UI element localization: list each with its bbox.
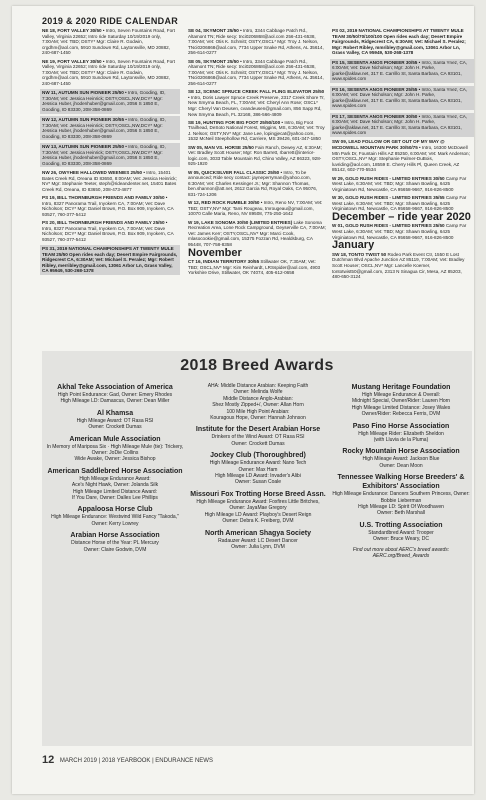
ride-event [42, 220, 178, 242]
awards-column-1 [46, 383, 184, 557]
ride-event-details: • Intro, Doris Lawyer Spruce Creek Preserve, 2317 Creek Shore Tr, New Smyrna Beach, FL, 7:00AM; Vet: Cheryl Ann Rose; OSCL* Mgr: Cheryl Van Deusen, cvandeusen@gmail.com, 856 Sapp Rd, New Smyrna Beach, FL 32168, 386-566-4809 [188, 94, 325, 117]
award-line: Owner: Julia Lynn, DVM [231, 543, 285, 550]
ride-event [188, 145, 326, 167]
award-org-name: Mustang Heritage Foundation [351, 384, 451, 391]
ride-event [332, 28, 472, 56]
award-line: High Mileage Endurance Award: Nano Tech [209, 460, 307, 467]
ride-event-details: • Intro, Gooding, ID, 7:30AM; Vet: Jessica Heinrick; DSTY,OSCL,NW,DCY* Mgr: Jessica Huber, jhodenhuber@gmail.com, 2056 S 1850 E, Gooding, ID 83330, 208-358-0869 [42, 144, 166, 166]
ride-event [330, 59, 474, 83]
award-org-name: Rocky Mountain Horse Association [342, 448, 460, 456]
ride-event [332, 223, 472, 240]
award-organization [188, 383, 328, 421]
award-line: High Mileage LD: Spirit Of Woodhaven [358, 504, 444, 511]
award-line: If You Dare, Owner: Dalles Lee Phillips [72, 495, 158, 502]
ride-event [188, 220, 326, 248]
ride-event [188, 259, 326, 276]
award-line: Midnight Special, Owner/Rider: Lauren Horn [351, 398, 451, 405]
award-org-name: Paso Fino Horse Association [352, 422, 450, 430]
award-organization [46, 409, 184, 431]
ride-event-title: NE 19, FORT VALLEY 30/50 [42, 58, 102, 64]
ride-event [188, 200, 326, 217]
ride-event-details: • Intro, 15401 Bates Creek Rd, Oreana ID 83650, 8:00AM; Vet: Jessica Heinrick; NV* Mgr: Stephanie Teeter, steph@rideandenter.net, 15401 Bates Creek Rd, Oreana, ID 83650, 208-473-4877 [42, 170, 177, 192]
ride-event [332, 252, 472, 280]
award-line: Owner: Beth Marshall [376, 510, 426, 517]
ride-event-title: NE 18, FORT VALLEY 30/50 [42, 28, 102, 33]
ride-event-details: • Intro, Gooding, ID, 7:30AM; Vet: Jessica Heinrick; DSTY,OSCL,NW,DCY* Mgr: Jessica Huber, jhodenhuber@gmail.com, 2056 S 1850 E, Gooding, ID 83330, 208-358-0869 [42, 117, 166, 139]
award-line: High Point Endurance: Gad, Owner: Emery Rhodes [57, 392, 173, 398]
ride-event-details: Fain Ranch, Dewey AZ, 6:30AM; Vet: Bradley Scott Houser; Mgr: Ron Barrett, rbarrett@interior-logic.com, 3033 Table Mountain Rd, Chino Valley, AZ 86323, 928-925-1920 [188, 144, 322, 167]
award-line: Middle Distance Anglo-Arabian: [223, 395, 293, 402]
award-line: Wide Awake, Owner: Jessica Bishop [74, 456, 156, 463]
ride-event-title: SE 05, SKYMONT 25/50 [188, 58, 239, 64]
ride-event [42, 195, 178, 217]
ride-event-details: • Intro, 8327 Panorama Trail, Inyokern CA, 7:00AM; Vet: Dave Nicholson; DCY* Mgr: Daniel Brown, P.O. Box 909, Inyokern, CA 93527, 760-377-5412 [42, 219, 174, 242]
award-line: Owner: Dean Moon [379, 462, 423, 469]
magazine-page [12, 6, 474, 794]
award-line: Standardbred Award: Trooper [368, 529, 434, 536]
ride-event-details: • Intro, Big Foot Trailhead, DeSoto National Forest, Wiggins, MS, 6:30AM; Vet: Troy J. Nelson; OSTY,NV* Mgr: Jane Lee, lopingjecat@yahoo.com, 1532 McNeil Steephollow Rd, Carriere, MS 39426, 601-347-1850 [188, 119, 325, 142]
ride-event [40, 143, 180, 167]
ride-event-title: PS 15, SESENTA ANOS PIONEER 30/55 [332, 59, 418, 65]
ride-event [330, 86, 474, 110]
ride-event-details: • Intro, Seven Fountains Road, Fort Valley, Virginia 22652; Intro ride Saturday 10/19/2019 only, 7:00AM; Vet: TBD; DSTY* Mgr: Claire R. Godwin, crgdhm@aol.com, 5910 Sundown Rd, Laytonsville, MD 20882, 240-687-1450 [42, 28, 175, 56]
ride-event [40, 116, 180, 140]
page-footer [42, 754, 213, 766]
ride-event-title: SW 09, LEAD FOLLOW OR GET OUT OF MY WAY @ MCDOWELL MOUNTAIN PARK 30/50/75 [332, 139, 445, 151]
ride-event-title: W 19, LAKE SONOMA 30/50 (LIMITED ENTRIES) [188, 219, 293, 225]
ride-event-details: • Intro, 8327 Panorama Trail, Inyokern CA, 7:00AM; Vet: Dave Nicholson; DCY* Mgr: Daniel Brown, P.O. Box 909, Inyokern, CA 93527, 760-377-5412 [42, 195, 174, 217]
award-line: High Mileage Award: OT Rasa RSI [76, 417, 154, 424]
awards-column-2 [188, 383, 328, 554]
award-line: Owner: Crockett Dumas [231, 440, 285, 447]
award-line: High Mileage Award: Jackson Blue [362, 456, 440, 463]
ride-event-details: Camp Far West Lake, 6:30AM; Vet: TBD; Mgr: Shawn Bowling, 6425 Virginiatown Rd, Newcastle, CA 95658-9667, 916-826-8500 [332, 223, 467, 240]
page-header: 2019 & 2020 RIDE CALENDAR [42, 16, 179, 26]
award-line: Shez Mostly Zipped+/, Owner: Allan Horn [212, 402, 304, 409]
ride-event-details: Rodeo Park Event Ctr, 1550 E Lost Dutchman Blvd Apache Junction AZ 85119, 7:00AM; Vet: Bradley Scott Houser; OSCL,NV* Mgr: Lancelle Koemer, tontotwist50@gmail.com, 2313 N Sinagua Cir, Mesa, AZ 85203, 480-650-3124 [332, 251, 465, 280]
award-line: High Mileage LD Award: Invader's Alibi [215, 473, 301, 480]
award-line: Owner: Debra K. Freiberg, DVM [222, 518, 294, 525]
ride-event-title: W 29, GOLD RUSH RIDES - LIMITED ENTRIES 30/50 [332, 175, 445, 181]
award-line: Kouragous Hope, Owner: Hannah Johnson [210, 415, 306, 422]
ride-event-title: PS 02, 2019 NATIONAL CHAMPIONSHIPS AT TWENTY MULE TEAM 30/50/70/100/100 Open rides each day; Desert Empire Fairgrounds, Ridgecrest CA, 6:30AM; Vet: Michael S. Peralez; Mgr: Robert Ribley, mmribley@gmail.com, 13061 Arbor Ln, Grass Valley, CA 95949, 530-268-1378 [332, 28, 466, 56]
award-line: High Mileage Endurance: Westwind Wild Fancy "Takoda," Owner: Kerry Lowrey [51, 514, 179, 527]
ride-event-title: W 05, QUICKSILVER FALL CLASSIC 25/50 [188, 169, 280, 175]
award-line: High Mileage Endurance & Overall: [361, 392, 441, 398]
award-org-name: Arabian Horse Association [70, 532, 160, 540]
award-organization [46, 467, 184, 502]
ride-event-title: W 12, RED ROCK RUMBLE 30/50 [188, 200, 260, 206]
award-organization [46, 531, 184, 553]
ride-event-title: W 30, GOLD RUSH RIDES - LIMITED ENTRIES 35/55 [332, 195, 445, 200]
breed-awards-title: 2018 Breed Awards [180, 357, 334, 374]
award-line: Ace's Night Hawk, Owner: Jolanda Silk [71, 482, 159, 489]
ride-event-title: CT 16, INDIAN TERRITORY 30/55 [188, 259, 260, 265]
ride-event-details: • Intro, Santa Ynez, CA, 6:00AM; Vet: Dave Nicholson; Mgr: John H. Parke, jparke@aklaw.net, 317 E. Carrillo St, Santa Barbara, CA 93101, www.spides.com [332, 113, 468, 136]
ride-event-title: PS 17, SESENTA ANOS PIONEER 30/50 [332, 113, 418, 119]
award-line: Drinkers of the Wind Award: OT Rasa RSI [211, 434, 305, 441]
award-org-name: Tennessee Walking Horse Breeders' & Exhibitors' Association [337, 474, 465, 491]
award-org-name: Appaloosa Horse Club [77, 506, 153, 514]
ride-event-details: • Intro, Santa Ynez, CA, 6:00AM; Vet: Dave Nicholson; Mgr: John H. Parke, jparke@aklaw.net, 317 E. Carrillo St, Santa Barbara, CA 93101, www.spides.com [332, 59, 468, 82]
ride-event-title: NW 26, OWYHEE HALLOWED WEENIES 25/50 [42, 170, 143, 176]
calendar-column-2 [188, 28, 326, 279]
month-heading-december: December – ride year 2020 [332, 210, 471, 223]
award-organization [188, 529, 328, 551]
award-org-name: U.S. Trotting Association [359, 521, 443, 529]
ride-event [188, 89, 326, 117]
calendar-column-1 [42, 28, 178, 278]
award-organization [46, 383, 184, 405]
ride-event-details: • Intro, Seven Fountains Road, Fort Valley, Virginia 22652; Intro ride Saturday 10/19/2019 only, 7:00AM; Vet: TBD; DSTY* Mgr: Claire R. Godwin, crgdhm@aol.com, 5910 Sundown Rd, Laytonsville, MD 20882, 240-687-1450 [42, 58, 175, 86]
ride-event-title: SW 18, TONTO TWIST 50 [332, 251, 387, 257]
award-organization [188, 490, 328, 525]
calendar-column-3 [332, 28, 472, 282]
award-organization [332, 447, 470, 469]
ride-event [188, 59, 326, 87]
ride-event-details: • Intro, Gooding, ID, 7:30AM; Vet: Jessica Heinrick; DSTY,OSCL,NW,DCY* Mgr: Jessica Huber, jhodenhuber@gmail.com, 2056 S 1850 E, Gooding, ID 83330, 208-358-0869 [42, 90, 166, 112]
ride-event [188, 170, 326, 198]
ride-event-details: • Intro, 3344 Cabbage Patch Rd., Altamont TN; Ride secy: tnci0206868@aol.com 256-431-6538, 7:00AM; Vet: Otis K. Schmitt; OSTY,OSCL* Mgr: Troy J. Nelson, TNci0206868@aol.com, 7734 Upper Snake Rd, Athens, AL 35614, 256-614-0277 [188, 58, 324, 86]
ride-event-title: NW 13, AUTUMN SUN PIONEER 25/50 [42, 144, 125, 150]
breed-awards-box [42, 351, 472, 746]
award-line: High Mileage LD: Damascus, Owner: Dean Miller [60, 398, 170, 405]
ride-event [188, 120, 326, 142]
award-org-name: American Saddlebred Horse Association [47, 467, 183, 475]
ride-event [188, 28, 326, 56]
award-line: Owner: Bruce Weary, DC [373, 536, 429, 543]
award-organization [332, 422, 470, 444]
award-line: High Mileage Endurance Award: Foxfires Little Britches, Owner: JayaMae Gregory [196, 498, 320, 512]
award-line: Radauzer Award: LC Desert Dancer [218, 537, 298, 544]
month-heading-november: November [188, 246, 242, 259]
ride-event [40, 89, 180, 113]
ride-event-title: PS 19, BILL THORNBURGH FRIENDS AND FAMILY 30/50 [42, 195, 165, 200]
award-line: High Mileage Endurance Award: [79, 475, 151, 482]
award-line: High Mileage Endurance: Dancers Southern Princess, Owner: Bobbie Lieberman [332, 491, 470, 504]
ride-event-details: • Intro, 3344 Cabbage Patch Rd., Altamont TN; Ride secy: tnci0206868@aol.com 256-431-6538, 7:00AM; Vet: Otis K. Schmitt; OSTY,OSCL* Mgr: Troy J. Nelson, TNci0206868@aol.com, 7734 Upper Snake Rd, Athens, AL 35614, 256-614-0277 [188, 28, 324, 56]
ride-event-details: • Intro, To be announced; Ride secy contact: jayneperryman@yahoo.com, 6:30AM; Vet: Charles Kessinger Jr.; Mgr: Shannon Thomas, ben.shannon@att.net, 2612 Garcia Rd, Royal Oaks, CA 95076, 831-724-1206 [188, 169, 318, 197]
award-line: High Mileage LD Award: Playboy's Desert Reign [204, 511, 312, 518]
award-org-name: Jockey Club (Thoroughbred) [210, 452, 306, 460]
award-line: Owner: Susan Coale [234, 479, 282, 486]
ride-event-title: SE 04, SKYMONT 25/50 [188, 28, 239, 33]
ride-event-details: • Intro, Reno NV, 7:00AM; Vet: TBD; OSTY,NV* Mgr: Tami Rougeau, tmrougeau@gmail.com, 10070 Calle Maria, Reno, NV 89508, 775-250-1642 [188, 200, 323, 217]
ride-event-title: SE 19, HUNTING FOR BIG FOOT 25/50/100 [188, 119, 281, 125]
ride-event-title: PS 31, 2019 NATIONAL CHAMPIONSHIPS AT TWENTY MULE TEAM 25/50 Open rides each day; Desert Empire Fairgrounds, Ridgecrest CA, 6:30AM; Vet: Michael S. Peralez; Mgr: Robert Ribley, merribley@gmail.com, 13061 Arbor Ln, Grass Valley, CA 95949, 530-268-1378 [42, 245, 178, 274]
ride-event [42, 170, 178, 192]
ride-event-title: PS 20, BILL THORNBURGH FRIENDS AND FAMILY 25/50 [42, 219, 165, 225]
award-organization [332, 473, 470, 517]
award-line: 100 Mile High Point Arabian: [226, 408, 290, 415]
award-organization [46, 435, 184, 463]
award-line: High Mileage Rider: Elizabeth Sheldon [358, 430, 444, 437]
award-org-name: Missouri Fox Trotting Horse Breed Assn. [190, 490, 326, 498]
award-line: Owner: Crockett Dumas [88, 424, 142, 431]
award-line: Owner: Melinda Wolfe [233, 389, 283, 396]
award-line: In Memory of Mariposa Six · High Mileage Mule (tie): Trickery, Owner: JoDie Collins [46, 443, 184, 457]
award-organization [332, 383, 470, 418]
award-org-name: American Mule Association [69, 435, 161, 443]
award-line: Owner: Max Ham [238, 466, 278, 473]
award-line: Owner: Claire Godwin, DVM [83, 546, 147, 553]
ride-event-title: NW 12, AUTUMN SUN PIONEER 30/55 [42, 117, 125, 123]
ride-event-details: • Intro, Santa Ynez, CA, 6:00AM; Vet: Dave Nicholson; Mgr: John H. Parke, jparke@aklaw.net, 317 E. Carrillo St, Santa Barbara, CA 93101, www.spides.com [332, 86, 468, 109]
award-organization [188, 451, 328, 486]
ride-event [330, 113, 474, 137]
award-org-name: Akhal Teke Association of America [57, 384, 173, 391]
award-line: High Mileage Limited Distance: Josey Wales [351, 404, 451, 411]
breed-awards-link[interactable]: Find out more about AERC's breed awards: AERC.org/Breed_Awards [352, 546, 450, 560]
ride-event-title: NW 11, AUTUMN SUN PIONEER 25/50 [42, 90, 124, 96]
ride-event-title: SW 05, MAN VS. HORSE 25/50 [188, 144, 254, 150]
month-heading-january: January [332, 239, 375, 252]
ride-event-title: SE 12, SCENIC SPRUCE CREEK FALL FLING ELEVATOR 25/50 [188, 89, 325, 95]
ride-event-details: Camp Far West Lake, 6:30AM; Vet: TBD; Mgr: Shawn Bowling, 6425 Virginiatown Rd, Newcastle, CA 95658-9667, 916-826-8500 [332, 195, 467, 212]
footer-text: MARCH 2019 | 2018 YEARBOOK | ENDURANCE NEWS [59, 758, 213, 764]
award-line: Owner/Rider: Rebecca Ferris, DVM [361, 411, 441, 418]
award-organization [46, 505, 184, 527]
ride-event-title: PS 16, SESENTA ANOS PIONEER 25/55 [332, 86, 418, 92]
award-org-name: Al Khamsa [96, 409, 134, 417]
award-line: Distance Horse of the Year: PL Mercury [71, 540, 159, 547]
page-number: 12 [42, 754, 55, 766]
award-line: AHA: Middle Distance Arabian: Keeping Faith [207, 383, 309, 389]
ride-event [332, 195, 472, 212]
award-organization [332, 521, 470, 543]
ride-event [40, 245, 180, 275]
ride-event-details: Camp Far West Lake, 6:30AM; Vet: TBD; Mgr: Shawn Bowling, 6425 Virginiatown Rd, Newcastle, CA 95658-9667, 916-826-8500 [332, 175, 467, 192]
ride-event-details: Stillwater OK, 7:30AM; Vet: TBD; OSCL,NV* Mgr: Kim Reinhardt, LRSspider@aol.com, 4903 Yorkshire Drive, Stillwater, OK 74074, 405-612-0658 [188, 259, 321, 276]
ride-event [332, 139, 472, 173]
award-org-name: Institute for the Desert Arabian Horse [195, 426, 321, 434]
ride-event [332, 176, 472, 193]
awards-column-3 [332, 383, 470, 560]
award-org-name: North American Shagya Society [205, 529, 311, 537]
ride-event-details: • Intro, 16300 McDowell Mtn Park Dr, Fountain Hills AZ 85250, 6:00AM; Vet: Mark Anderson; OSTY,OSCL,NV* Mgr: Stephanie Palmer-DuBois, luvriding@aol.com, 18559 E. Cherry Hills Pl, Queen Creek, AZ 85142, 602-770-5534 [332, 145, 470, 173]
award-organization [188, 425, 328, 447]
award-line: (with Lluvia de la Pluma) [373, 437, 429, 444]
ride-event-details: Lake Sonoma Recreation Area, Lone Rock Campground, Geyserville CA, 7:00AM; Vet: James Kerr; OSTY,OSCL,NV* Mgr: Marci Cook, mlasocookie@gmail.com, 15375 Fozzan Rd, Healdsburg, CA 95448, 707-758-8358 [188, 219, 326, 247]
ride-event [42, 28, 178, 56]
ride-event-title: W 01, GOLD RUSH RIDES - LIMITED ENTRIES 25/50 [332, 223, 445, 229]
award-line: High Mileage Limited Distance Award: [72, 488, 158, 495]
ride-event [42, 59, 178, 87]
